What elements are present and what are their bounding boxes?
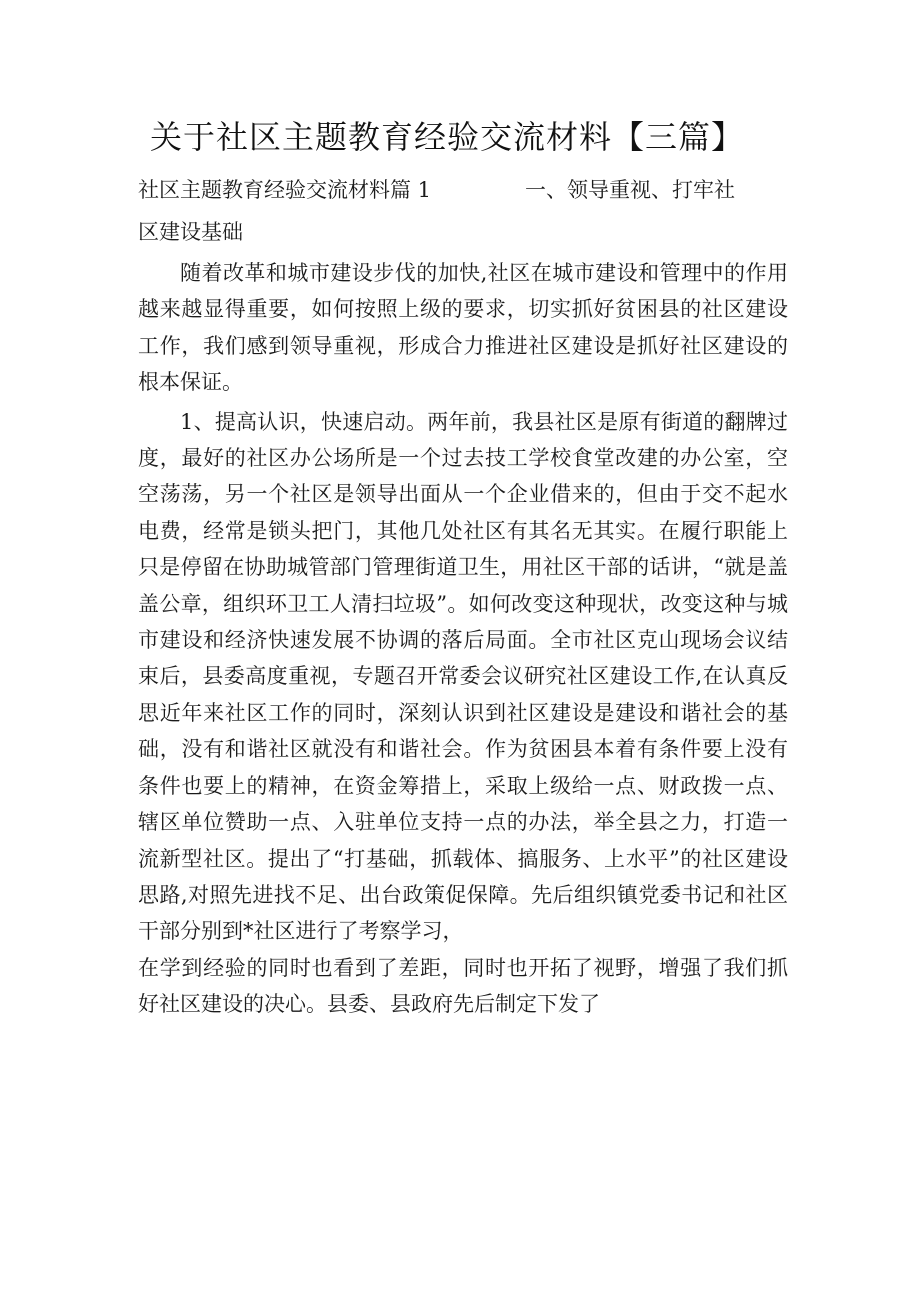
section-heading: 一、领导重视、打牢社 (525, 178, 735, 202)
paragraph: 在学到经验的同时也看到了差距，同时也开拓了视野，增强了我们抓好社区建设的决心。县委、县政府先后制定下发了 (138, 955, 788, 1017)
section-heading-continued: 区建设基础 (138, 220, 243, 244)
subtitle-left: 社区主题教育经验交流材料篇 1 (138, 178, 432, 202)
paragraph: 1、提高认识，快速启动。两年前，我县社区是原有街道的翻牌过度，最好的社区办公场所是一个过去技工学校食堂改建的办公室，空空荡荡，另一个社区是领导出面从一个企业借来的，但由于交不起水电费，经常是锁头把门，其他几处社区有其名无其实。在履行职能上只是停留在协助城管部门管理街道卫生，用社区干部的话讲，“就是盖盖公章，组织环卫工人清扫垃圾”。如何改变这种现状，改变这种与城市建设和经济快速发展不协调的落后局面。全市社区克山现场会议结束后，县委高度重视，专题召开常委会议研究社区建设工作,在认真反思近年来社区工作的同时，深刻认识到社区建设是建设和谐社会的基础，没有和谐社区就没有和谐社会。作为贫困县本着有条件要上没有条件也要上的精神，在资金筹措上，采取上级给一点、财政拨一点、辖区单位赞助一点、入驻单位支持一点的办法，举全县之力，打造一流新型社区。提出了“打基础，抓载体、搞服务、上水平”的社区建设思路,对照先进找不足、出台政策促保障。先后组织镇党委书记和社区干部分别到*社区进行了考察学习， (138, 409, 788, 944)
subtitle-row (138, 170, 778, 210)
paragraph: 随着改革和城市建设步伐的加快,社区在城市建设和管理中的作用越来越显得重要，如何按照上级的要求，切实抓好贫困县的社区建设工作，我们感到领导重视，形成合力推进社区建设是抓好社区建设的根本保证。 (138, 261, 788, 395)
body-text (138, 255, 788, 1023)
document-title: 关于社区主题教育经验交流材料【三篇】 (150, 118, 745, 156)
